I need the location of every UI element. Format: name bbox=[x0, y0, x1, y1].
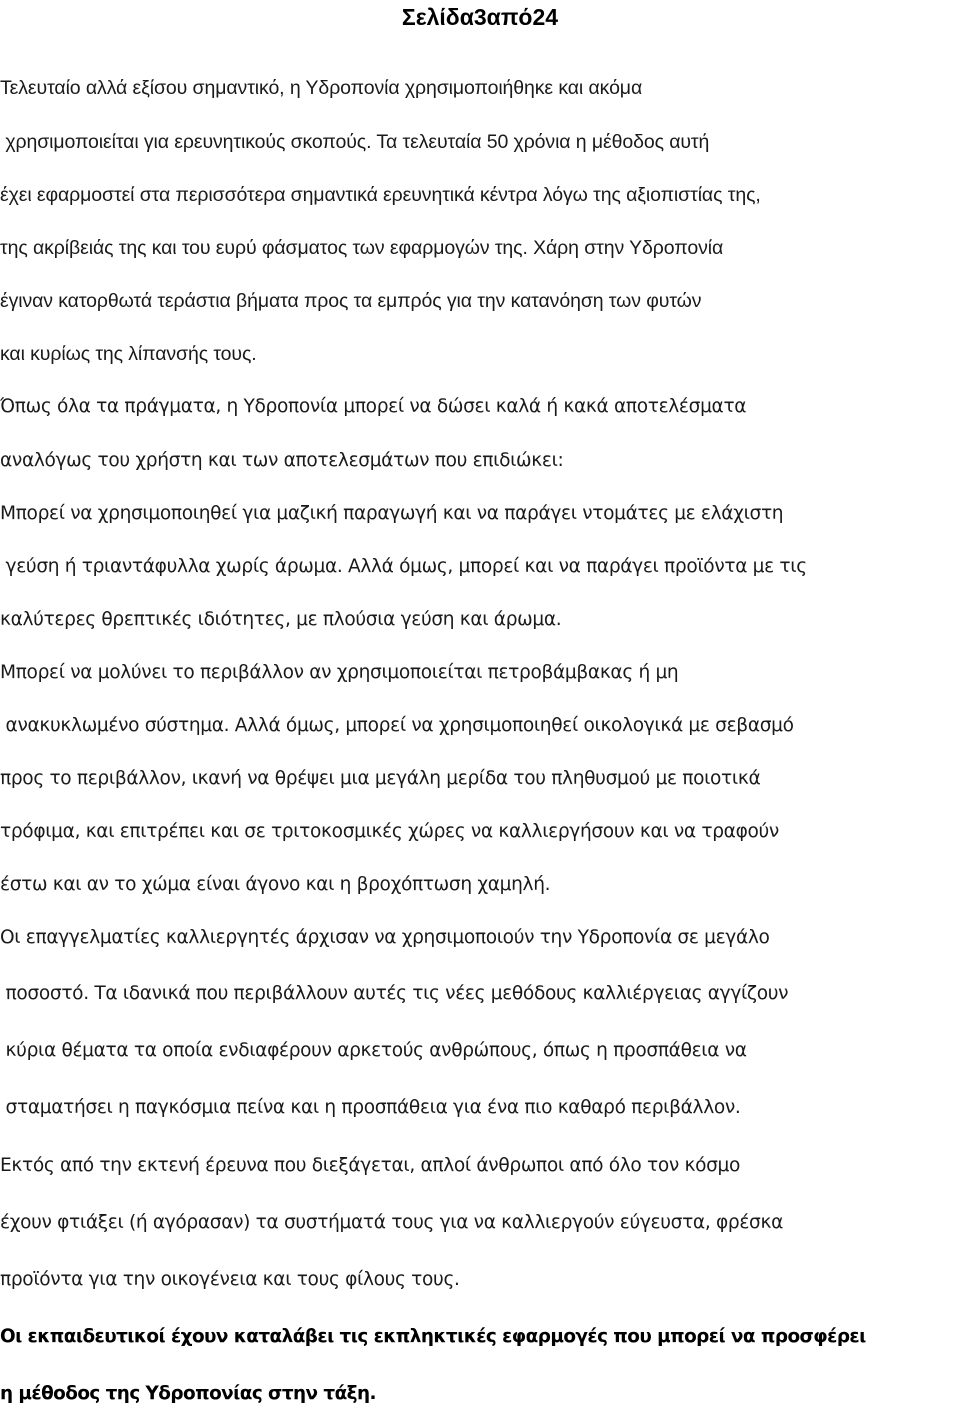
paragraph-line: γεύση ή τριαντάφυλλα χωρίς άρωμα. Αλλά όμως, μπορεί και να παράγει προϊόντα με τις bbox=[0, 556, 807, 577]
paragraph-line: έγιναν κατορθωτά τεράστια βήματα προς τα εμπρός για την κατανόηση των φυτών bbox=[0, 290, 702, 312]
paragraph-line: έχουν φτιάξει (ή αγόρασαν) τα συστήματά τους για να καλλιεργούν εύγευστα, φρέσκα bbox=[0, 1212, 783, 1233]
paragraph-line: Εκτός από την εκτενή έρευνα που διεξάγεται, απλοί άνθρωποι από όλο τον κόσμο bbox=[0, 1155, 741, 1176]
paragraph-line: Τελευταίο αλλά εξίσου σημαντικό, η Υδροπονία χρησιμοποιήθηκε και ακόμα bbox=[0, 77, 643, 99]
paragraph-line: Μπορεί να χρησιμοποιηθεί για μαζική παραγωγή και να παράγει ντομάτες με ελάχιστη bbox=[0, 503, 784, 524]
paragraph-line-bold: Οι εκπαιδευτικοί έχουν καταλάβει τις εκπληκτικές εφαρμογές που μπορεί να προσφέρει bbox=[0, 1326, 866, 1347]
paragraph-line: και κυρίως της λίπανσής τους. bbox=[0, 343, 257, 365]
paragraph-line: κύρια θέματα τα οποία ενδιαφέρουν αρκετούς ανθρώπους, όπως η προσπάθεια να bbox=[0, 1040, 747, 1061]
paragraph-line: αναλόγως του χρήστη και των αποτελεσμάτων που επιδιώκει: bbox=[0, 450, 564, 471]
paragraph-line: Μπορεί να μολύνει το περιβάλλον αν χρησιμοποιείται πετροβάμβακας ή μη bbox=[0, 662, 679, 683]
paragraph-line: χρησιμοποιείται για ερευνητικούς σκοπούς. Τα τελευταία 50 χρόνια η μέθοδος αυτή bbox=[0, 131, 710, 153]
paragraph-line: της ακρίβειάς της και του ευρύ φάσματος των εφαρμογών της. Χάρη στην Υδροπονία bbox=[0, 237, 724, 259]
paragraph-line: Οι επαγγελματίες καλλιεργητές άρχισαν να χρησιμοποιούν την Υδροπονία σε μεγάλο bbox=[0, 927, 770, 948]
paragraph-line: καλύτερες θρεπτικές ιδιότητες, με πλούσια γεύση και άρωμα. bbox=[0, 609, 562, 630]
paragraph-line: τρόφιμα, και επιτρέπει και σε τριτοκοσμικές χώρες να καλλιεργήσουν και να τραφούν bbox=[0, 821, 779, 842]
paragraph-line: ποσοστό. Τα ιδανικά που περιβάλλουν αυτές τις νέες μεθόδους καλλιέργειας αγγίζουν bbox=[0, 983, 789, 1004]
paragraph-line: έστω και αν το χώμα είναι άγονο και η βροχόπτωση χαμηλή. bbox=[0, 874, 551, 895]
paragraph-line: προϊόντα για την οικογένεια και τους φίλους τους. bbox=[0, 1269, 460, 1290]
paragraph-line: Όπως όλα τα πράγματα, η Υδροπονία μπορεί να δώσει καλά ή κακά αποτελέσματα bbox=[0, 396, 747, 417]
paragraph-line-bold: η μέθοδος της Υδροπονίας στην τάξη. bbox=[0, 1383, 376, 1404]
paragraph-line: προς το περιβάλλον, ικανή να θρέψει μια μεγάλη μερίδα του πληθυσμού με ποιοτικά bbox=[0, 768, 761, 789]
paragraph-line: ανακυκλωμένο σύστημα. Αλλά όμως, μπορεί να χρησιμοποιηθεί οικολογικά με σεβασμό bbox=[0, 715, 794, 736]
paragraph-line: έχει εφαρμοστεί στα περισσότερα σημαντικά ερευνητικά κέντρα λόγω της αξιοπιστίας της, bbox=[0, 184, 761, 206]
page-title: Σελίδα3από24 bbox=[401, 4, 559, 30]
paragraph-line: σταματήσει η παγκόσμια πείνα και η προσπάθεια για ένα πιο καθαρό περιβάλλον. bbox=[0, 1097, 741, 1118]
